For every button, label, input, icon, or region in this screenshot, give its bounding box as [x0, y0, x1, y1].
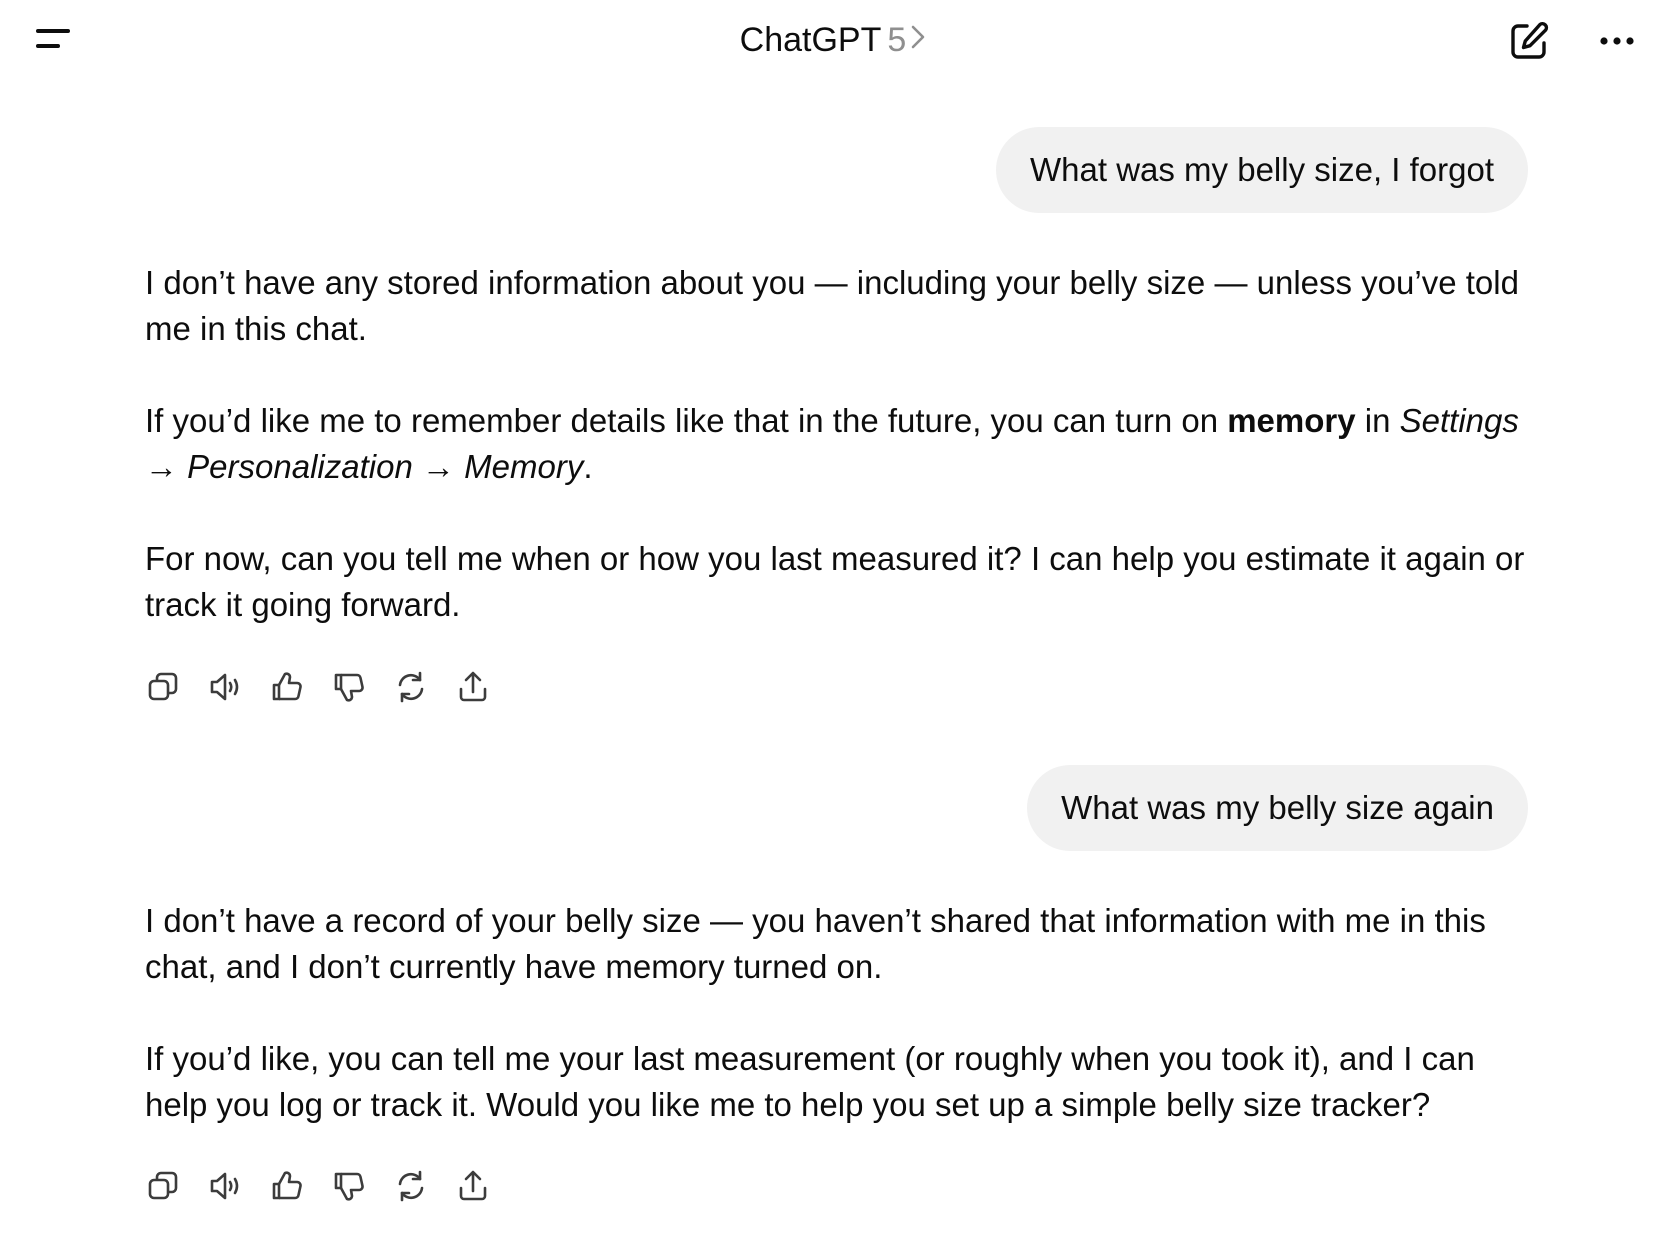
- header-bar: [0, 0, 1666, 80]
- read-aloud-icon[interactable]: [207, 1166, 243, 1206]
- share-icon[interactable]: [455, 667, 491, 707]
- text-span: If you’d like me to remember details like that in the future, you can turn on: [145, 402, 1228, 439]
- copy-icon[interactable]: [145, 667, 181, 707]
- assistant-paragraph: [145, 398, 1535, 490]
- text-span: in: [1355, 402, 1400, 439]
- model-selector[interactable]: [0, 18, 1666, 62]
- message-actions: [145, 1166, 491, 1206]
- assistant-message: [145, 260, 1535, 628]
- thumbs-up-icon[interactable]: [269, 667, 305, 707]
- thumbs-up-icon[interactable]: [269, 1166, 305, 1206]
- message-actions: [145, 667, 491, 707]
- user-message: What was my belly size, I forgot: [996, 127, 1528, 213]
- settings-path-item: Memory: [464, 448, 584, 485]
- text-span: .: [583, 448, 593, 485]
- settings-path-item: Settings: [1399, 402, 1519, 439]
- regenerate-icon[interactable]: [393, 667, 429, 707]
- settings-path-item: Personalization: [187, 448, 413, 485]
- arrow-text: →: [412, 448, 465, 485]
- chevron-right-icon: [910, 17, 926, 61]
- app-title: ChatGPT: [739, 21, 882, 59]
- assistant-paragraph: If you’d like, you can tell me your last measurement (or roughly when you took it), and I can help you log or track it. Would you like me to help you set up a simple belly size tracker?: [145, 1040, 1475, 1123]
- copy-icon[interactable]: [145, 1166, 181, 1206]
- thumbs-down-icon[interactable]: [331, 1166, 367, 1206]
- assistant-paragraph: I don’t have a record of your belly size — you haven’t shared that information with me in this chat, and I don’t currently have memory turned on.: [145, 902, 1486, 985]
- new-chat-icon[interactable]: [1508, 20, 1550, 62]
- more-options-icon[interactable]: [1596, 26, 1638, 56]
- assistant-paragraph: For now, can you tell me when or how you last measured it? I can help you estimate it again or track it going forward.: [145, 540, 1525, 623]
- bold-text: memory: [1227, 402, 1356, 439]
- thumbs-down-icon[interactable]: [331, 667, 367, 707]
- share-icon[interactable]: [455, 1166, 491, 1206]
- model-version: 5: [887, 21, 907, 59]
- regenerate-icon[interactable]: [393, 1166, 429, 1206]
- assistant-message: [145, 898, 1535, 1128]
- assistant-paragraph: I don’t have any stored information about you — including your belly size — unless you’ve told me in this chat.: [145, 264, 1519, 347]
- read-aloud-icon[interactable]: [207, 667, 243, 707]
- arrow-text: →: [145, 448, 188, 485]
- user-message: What was my belly size again: [1027, 765, 1528, 851]
